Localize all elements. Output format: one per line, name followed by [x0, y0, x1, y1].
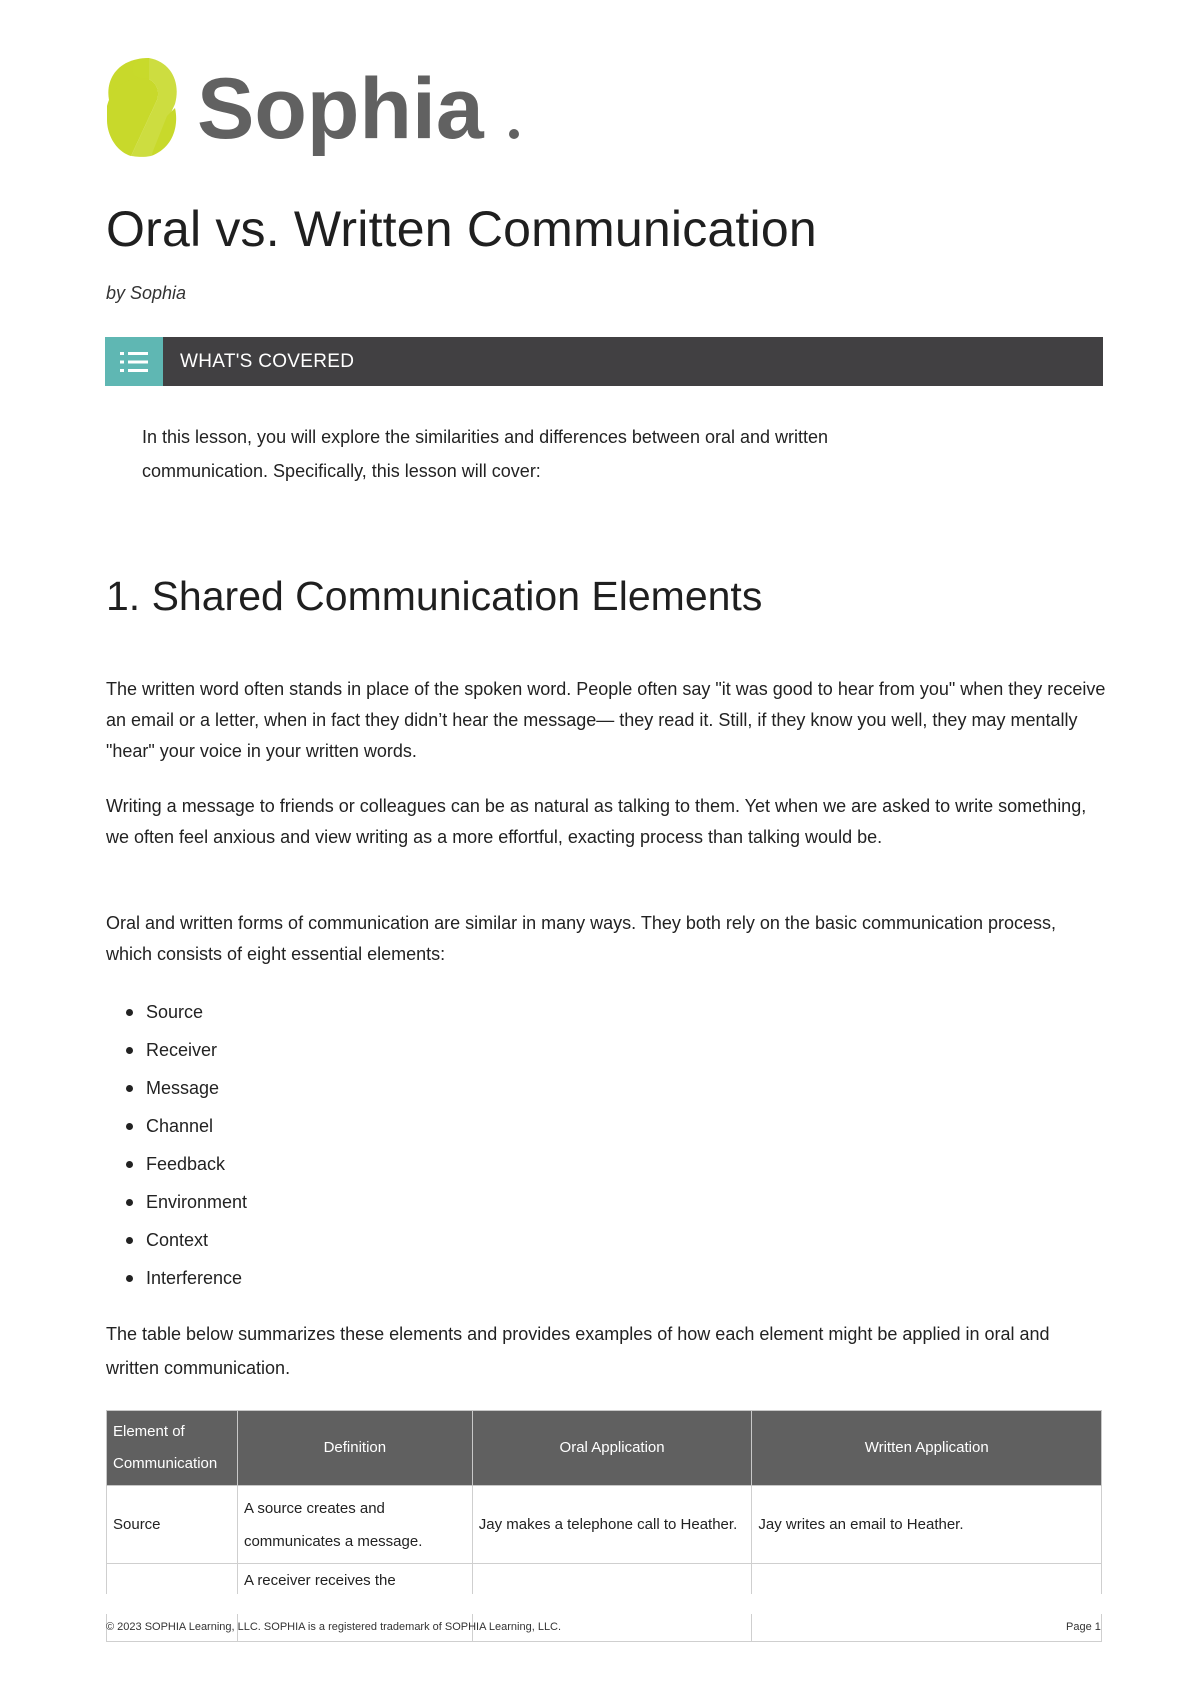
elements-list: [106, 993, 247, 1297]
header-element: Element of Communication: [107, 1411, 238, 1486]
table-header-row: [107, 1411, 1102, 1486]
header-written-application: Written Application: [752, 1411, 1102, 1486]
whats-covered-bar: [105, 337, 1103, 386]
footer-copyright: © 2023 SOPHIA Learning, LLC. SOPHIA is a registered trademark of SOPHIA Learning, LLC.: [106, 1621, 562, 1633]
list-item: Environment: [106, 1183, 247, 1221]
table-cell: Jay makes a telephone call to Heather.: [472, 1486, 752, 1564]
page-break-mask: [100, 1594, 1110, 1614]
document-title: Oral vs. Written Communication: [106, 201, 817, 257]
table-cell: A receiver receives the: [237, 1564, 472, 1642]
byline: by Sophia: [106, 283, 187, 303]
list-item: Interference: [106, 1259, 247, 1297]
paragraph-2: Writing a message to friends or colleagues can be as natural as talking to them. Yet when we are asked to write something, we often feel anxious and view writing as a more effortful, exacting process than talking would be.: [106, 796, 1087, 847]
whats-covered-intro: [142, 420, 962, 488]
footer-page-number: Page 1: [1066, 1621, 1101, 1633]
list-item: Source: [106, 993, 247, 1031]
list-item: Feedback: [106, 1145, 247, 1183]
sophia-logo: [105, 56, 525, 160]
list-item: Channel: [106, 1107, 247, 1145]
intro-line-1: In this lesson, you will explore the similarities and differences between oral and written: [142, 427, 829, 447]
table-cell: Jay writes an email to Heather.: [752, 1486, 1102, 1564]
table-cell: A source creates and communicates a message.: [237, 1486, 472, 1564]
svg-text:Sophia: Sophia: [197, 61, 484, 157]
section-heading: 1. Shared Communication Elements: [106, 573, 763, 619]
table-cell: Source: [107, 1486, 238, 1564]
intro-line-2: communication. Specifically, this lesson will cover:: [142, 461, 541, 481]
table-row: [107, 1486, 1102, 1564]
whats-covered-label: WHAT'S COVERED: [180, 350, 355, 372]
list-item: Context: [106, 1221, 247, 1259]
header-oral-application: Oral Application: [472, 1411, 752, 1486]
paragraph-3: Oral and written forms of communication are similar in many ways. They both rely on the basic communication process, which consists of eight essential elements:: [106, 913, 1057, 964]
paragraph-1: The written word often stands in place of the spoken word. People often say "it was good to hear from you" when they receive an email or a letter, when in fact they didn’t hear the message— they read it. Still, if they know you well, they may mentally "hear" your voice in your written words.: [106, 679, 1106, 761]
list-item: Receiver: [106, 1031, 247, 1069]
list-icon: [105, 337, 163, 386]
header-definition: Definition: [237, 1411, 472, 1486]
paragraph-4: The table below summarizes these elements and provides examples of how each element might be applied in oral and written communication.: [106, 1324, 1050, 1378]
list-item: Message: [106, 1069, 247, 1107]
